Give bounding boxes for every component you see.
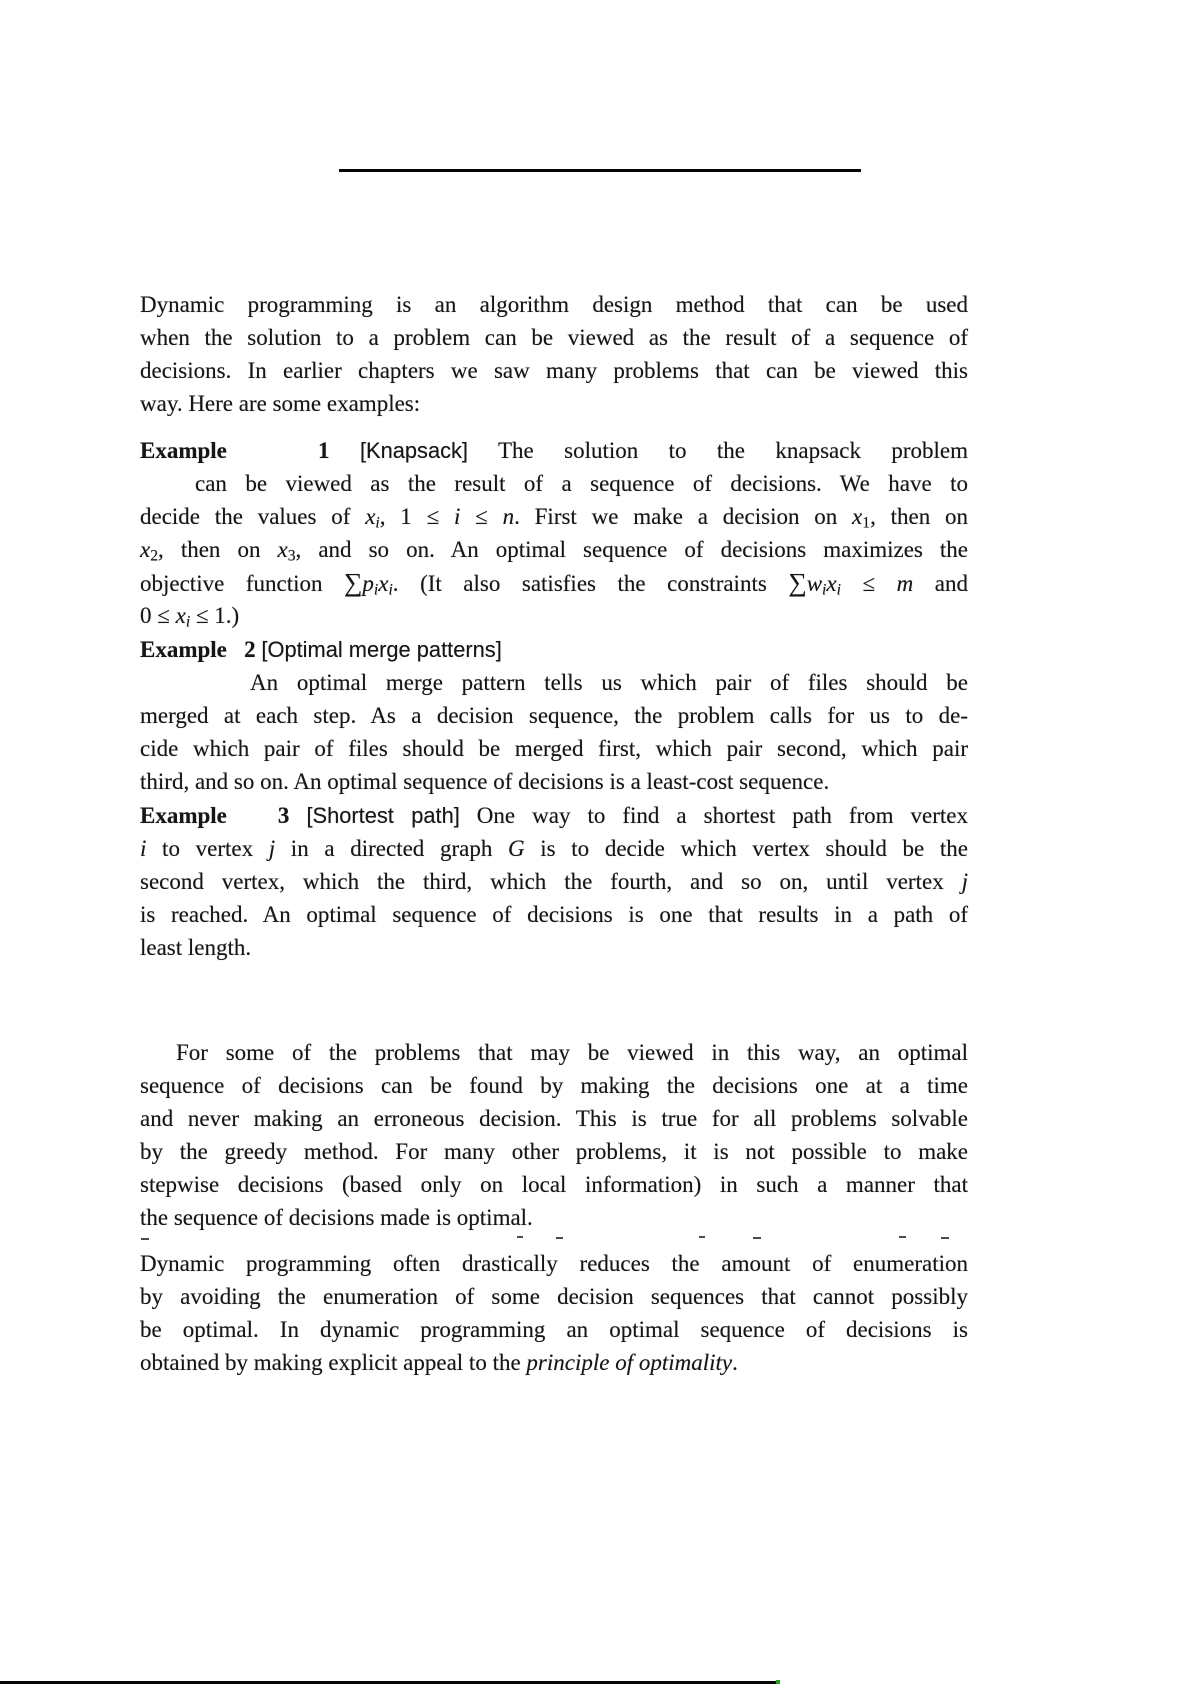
text-segment: p bbox=[362, 571, 374, 596]
text-segment: x bbox=[826, 571, 837, 596]
text-segment bbox=[330, 438, 360, 463]
text-segment: i bbox=[185, 613, 191, 631]
text-segment: x bbox=[378, 571, 389, 596]
text-segment: x bbox=[277, 537, 288, 562]
text-segment: is reached. An optimal sequence of decisions is one that results in a path of bbox=[140, 902, 968, 927]
text-segment: obtained by making explicit appeal to the bbox=[140, 1350, 527, 1375]
text-segment: w bbox=[806, 571, 823, 596]
text-line bbox=[140, 898, 968, 931]
text-segment: in a directed graph bbox=[275, 836, 508, 861]
text-segment: x bbox=[365, 504, 376, 529]
example-title: [Knapsack] bbox=[359, 438, 469, 463]
intro-paragraph bbox=[140, 288, 968, 420]
text-segment: 1 bbox=[862, 514, 871, 532]
text-line bbox=[140, 732, 968, 765]
text-segment: when the solution to a problem can be viewed as the result of a sequence of bbox=[140, 325, 968, 350]
text-segment: , then on bbox=[158, 537, 278, 562]
text-line bbox=[140, 1201, 968, 1234]
text-line bbox=[140, 387, 968, 420]
example-label: Example 2 bbox=[140, 637, 256, 662]
text-segment: G bbox=[508, 836, 525, 861]
text-line bbox=[140, 1102, 968, 1135]
text-segment: x bbox=[140, 537, 151, 562]
text-line bbox=[140, 288, 968, 321]
text-line bbox=[140, 354, 968, 387]
text-line bbox=[140, 699, 968, 732]
text-line bbox=[140, 765, 968, 798]
text-segment: , and so on. An optimal sequence of decisions maximizes the bbox=[295, 537, 969, 562]
text-segment: Dynamic programming is an algorithm design method that can be used bbox=[140, 292, 968, 317]
text-segment: x bbox=[852, 504, 863, 529]
text-line bbox=[140, 633, 968, 666]
text-segment: sequence of decisions can be found by making the decisions one at a time bbox=[140, 1073, 968, 1098]
text-segment: cide which pair of files should be merged first, which pair second, which pair bbox=[140, 736, 968, 761]
example-3-shortest-path bbox=[140, 799, 968, 964]
text-segment: i bbox=[836, 581, 841, 599]
text-line bbox=[140, 1135, 968, 1168]
text-segment: ≤ 1.) bbox=[190, 603, 240, 628]
text-line bbox=[140, 1168, 968, 1201]
text-segment: . bbox=[732, 1350, 738, 1375]
text-segment: can be viewed as the result of a sequence of decisions. We have to bbox=[195, 471, 968, 496]
example-1-knapsack bbox=[140, 434, 968, 632]
text-line bbox=[140, 799, 968, 832]
text-segment: For some of the problems that may be viewed in this way, an optimal bbox=[176, 1040, 968, 1065]
text-segment: m bbox=[896, 571, 914, 596]
text-segment: i bbox=[454, 504, 461, 529]
example-2-optimal-merge-patterns bbox=[140, 633, 968, 798]
principle-of-optimality-paragraph bbox=[140, 1247, 968, 1379]
text-segment: i bbox=[373, 581, 379, 599]
text-segment: j bbox=[961, 869, 968, 894]
text-segment: ∑ bbox=[344, 568, 363, 597]
text-segment: 0 ≤ bbox=[140, 603, 176, 628]
text-segment: i bbox=[375, 514, 380, 532]
text-segment: decide the values of bbox=[140, 504, 366, 529]
text-segment: j bbox=[268, 836, 276, 861]
text-segment: x bbox=[175, 603, 186, 628]
example-title: [Shortest path] bbox=[306, 803, 460, 828]
bottom-horizontal-rule bbox=[0, 1681, 776, 1684]
text-segment: principle of optimality bbox=[526, 1350, 733, 1375]
text-line bbox=[140, 832, 968, 865]
text-line bbox=[140, 865, 968, 898]
text-line bbox=[140, 467, 968, 500]
greedy-method-paragraph bbox=[140, 1036, 968, 1234]
example-title: [Optimal merge patterns] bbox=[261, 637, 502, 662]
text-line bbox=[140, 434, 968, 467]
text-line bbox=[140, 1036, 968, 1069]
text-segment: n bbox=[502, 504, 515, 529]
text-segment: 2 bbox=[150, 547, 159, 565]
text-segment: Dynamic programming often drastically reduces the amount of enumeration bbox=[140, 1251, 968, 1276]
text-segment: merged at each step. As a decision sequence, the problem calls for us to de- bbox=[140, 703, 968, 728]
text-line bbox=[140, 1247, 968, 1280]
text-line bbox=[140, 566, 968, 599]
text-segment: i bbox=[388, 581, 393, 599]
text-segment: One way to find a shortest path from vertex bbox=[459, 803, 969, 828]
text-segment: 3 bbox=[287, 547, 296, 565]
text-segment: ≤ bbox=[840, 571, 897, 596]
text-segment: decisions. In earlier chapters we saw many problems that can be viewed this bbox=[140, 358, 968, 383]
text-segment: i bbox=[822, 581, 827, 599]
text-segment: way. Here are some examples: bbox=[140, 391, 421, 416]
text-segment: second vertex, which the third, which the fourth, and so on, until vertex bbox=[140, 869, 962, 894]
text-segment bbox=[289, 803, 306, 828]
text-line bbox=[140, 1346, 968, 1379]
text-segment: . First we make a decision on bbox=[514, 504, 853, 529]
text-segment: and never making an erroneous decision. This is true for all problems solvable bbox=[140, 1106, 968, 1131]
text-segment: is to decide which vertex should be the bbox=[524, 836, 969, 861]
text-segment: by avoiding the enumeration of some decision sequences that cannot possibly bbox=[140, 1284, 968, 1309]
text-segment: be optimal. In dynamic programming an optimal sequence of decisions is bbox=[140, 1317, 968, 1342]
text-segment: , 1 ≤ bbox=[379, 504, 454, 529]
text-column bbox=[140, 0, 968, 1685]
text-line bbox=[140, 666, 968, 699]
example-label: Example 3 bbox=[140, 803, 290, 828]
text-segment: An optimal merge pattern tells us which pair of files should be bbox=[250, 670, 968, 695]
text-line bbox=[140, 1313, 968, 1346]
text-segment: by the greedy method. For many other problems, it is not possible to make bbox=[140, 1139, 968, 1164]
text-segment: least length. bbox=[140, 935, 252, 960]
text-line bbox=[140, 1280, 968, 1313]
text-segment: The solution to the knapsack problem bbox=[468, 438, 968, 463]
text-line bbox=[140, 321, 968, 354]
text-segment: stepwise decisions (based only on local information) in such a manner that bbox=[140, 1172, 968, 1197]
text-line bbox=[140, 931, 968, 964]
scanner-green-pixel bbox=[776, 1680, 780, 1684]
text-segment: i bbox=[140, 836, 147, 861]
text-segment: to vertex bbox=[146, 836, 269, 861]
text-segment: . (It also satisfies the constraints bbox=[392, 571, 789, 596]
text-line bbox=[140, 599, 968, 632]
text-segment: objective function bbox=[140, 571, 345, 596]
text-line bbox=[140, 533, 968, 566]
example-label: Example 1 bbox=[140, 438, 330, 463]
text-segment: ≤ bbox=[460, 504, 503, 529]
text-segment: and bbox=[913, 571, 968, 596]
text-line bbox=[140, 500, 968, 533]
text-line bbox=[140, 1069, 968, 1102]
text-segment: the sequence of decisions made is optimal. bbox=[140, 1205, 533, 1230]
text-segment: , then on bbox=[870, 504, 968, 529]
text-segment: third, and so on. An optimal sequence of decisions is a least-cost sequence. bbox=[140, 769, 830, 794]
text-segment: ∑ bbox=[788, 568, 807, 597]
